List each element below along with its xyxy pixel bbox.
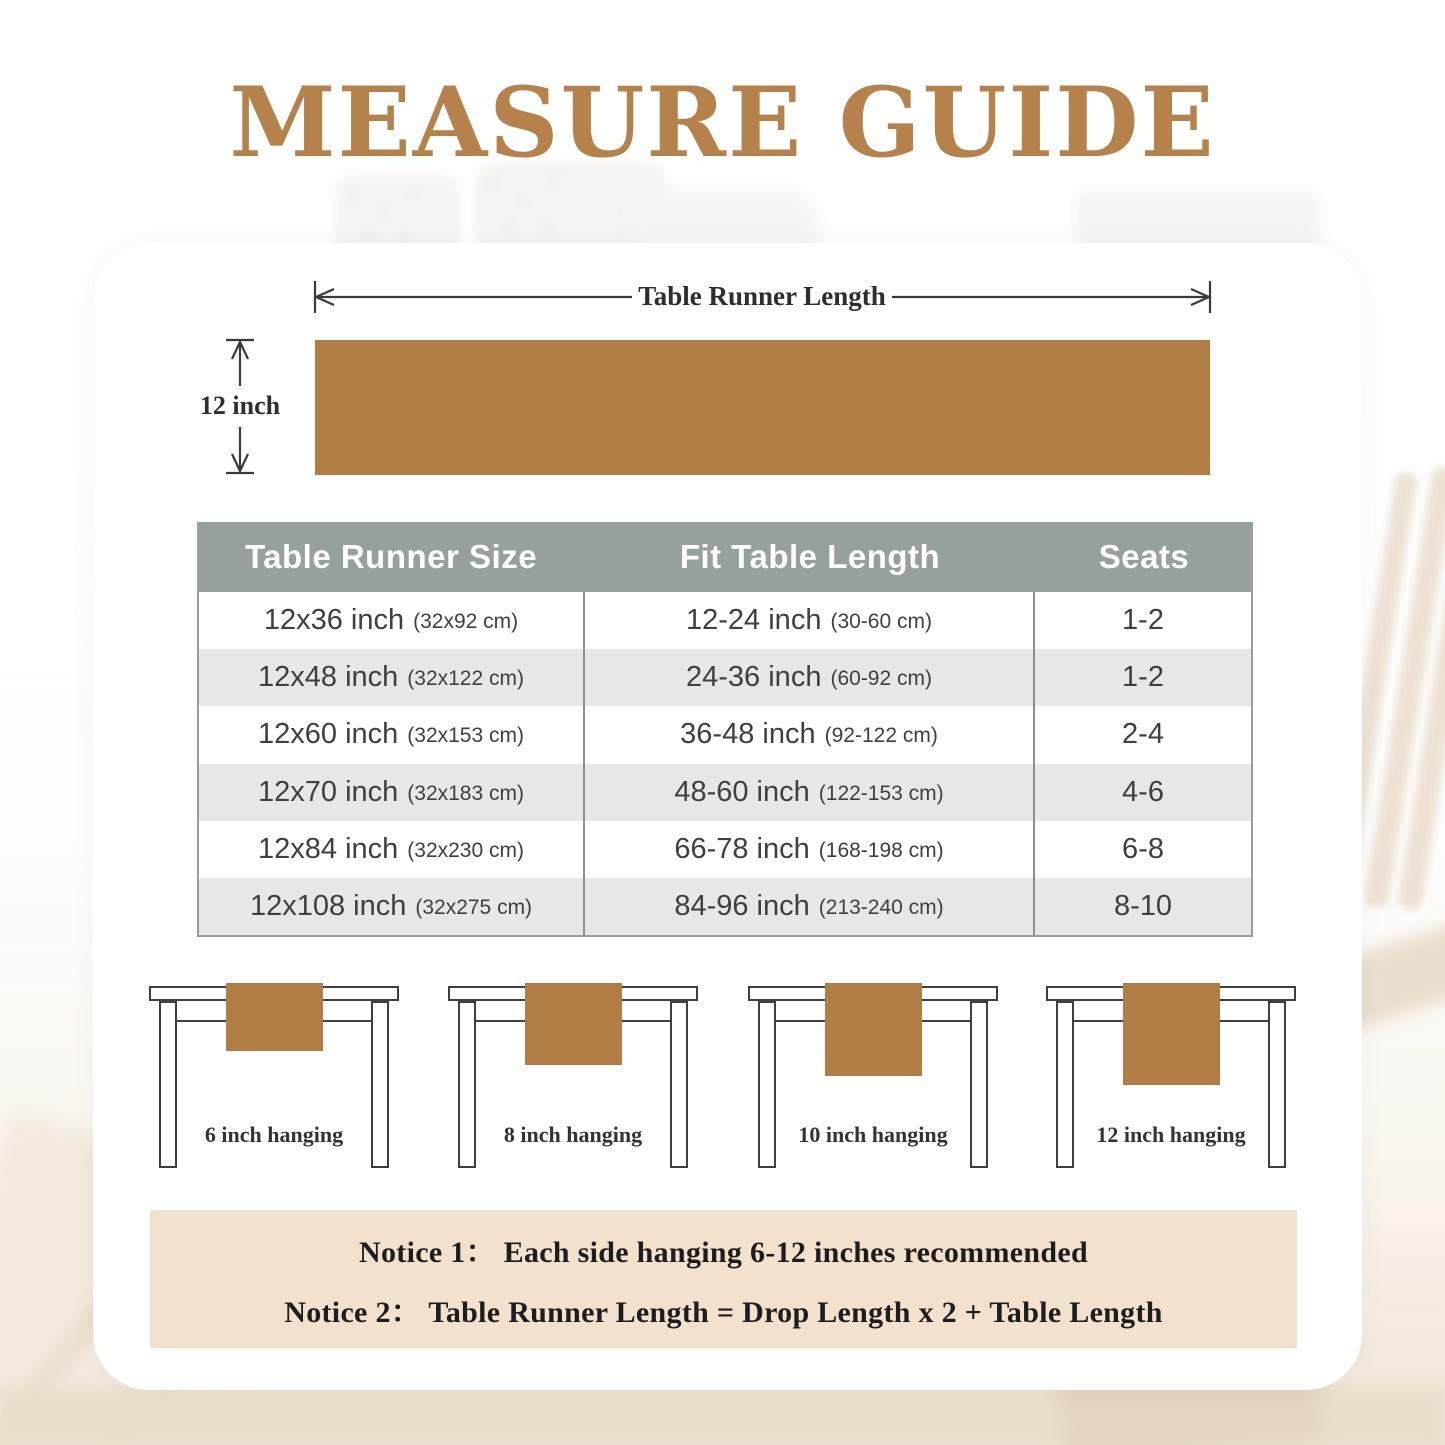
runner-size: 12x108 inch: [249, 890, 407, 923]
fit-length-cm: (122-153 cm): [818, 781, 944, 805]
table-illustration-8-inch: [448, 975, 698, 1190]
table-row: [199, 764, 1251, 821]
seats: 2-4: [1122, 718, 1164, 751]
runner-size-cm: (32x183 cm): [407, 781, 524, 805]
notice-line-1: Notice 1： Each side hanging 6-12 inches recommended: [359, 1236, 1088, 1269]
runner-size: 12x36 inch: [263, 604, 405, 637]
table-row: [199, 706, 1251, 763]
hanging-label: 8 inch hanging: [503, 1122, 643, 1147]
table-row: [199, 592, 1251, 649]
notice-line-2: Notice 2： Table Runner Length = Drop Length x 2 + Table Length: [284, 1296, 1163, 1329]
fit-length-cm: (213-240 cm): [818, 896, 944, 920]
seats: 8-10: [1113, 890, 1173, 923]
runner-size-cm: (32x230 cm): [407, 838, 524, 862]
runner-size-cm: (32x153 cm): [407, 724, 524, 748]
seats: 4-6: [1122, 775, 1164, 808]
fit-length-cm: (92-122 cm): [824, 724, 938, 748]
seats: 1-2: [1122, 661, 1164, 694]
runner-size-cm: (32x122 cm): [407, 667, 524, 691]
runner-size-cm: (32x92 cm): [413, 610, 519, 634]
table-row: [199, 821, 1251, 878]
runner-size: 12x48 inch: [258, 661, 399, 694]
fit-length: 48-60 inch: [674, 775, 810, 808]
table-illustration-10-inch: [748, 975, 998, 1190]
seats: 6-8: [1122, 832, 1164, 865]
hanging-label: 6 inch hanging: [204, 1122, 344, 1147]
fit-length-cm: (30-60 cm): [830, 610, 932, 634]
table-row: [199, 649, 1251, 706]
runner-hanging: [825, 983, 922, 1076]
column-header-fit: Fit Table Length: [679, 538, 941, 575]
column-header-size: Table Runner Size: [244, 538, 538, 575]
hanging-label: 10 inch hanging: [798, 1122, 948, 1147]
seats: 1-2: [1122, 604, 1164, 637]
runner-size-cm: (32x275 cm): [415, 896, 533, 920]
size-table-header: [197, 522, 1253, 592]
notice-box: [150, 1210, 1297, 1348]
fit-length: 12-24 inch: [686, 604, 822, 637]
runner-size: 12x84 inch: [258, 832, 399, 865]
runner-hanging: [525, 983, 622, 1065]
runner-hanging: [226, 983, 323, 1051]
size-table-body: [197, 592, 1253, 937]
runner-size: 12x70 inch: [258, 775, 399, 808]
fit-length: 36-48 inch: [680, 718, 816, 751]
table-illustration-12-inch: [1046, 975, 1296, 1190]
fit-length-cm: (60-92 cm): [830, 667, 932, 691]
hanging-label: 12 inch hanging: [1096, 1122, 1246, 1147]
width-dimension-label: 12 inch: [199, 391, 281, 420]
length-dimension-label: Table Runner Length: [638, 281, 886, 311]
page-title: MEASURE GUIDE: [229, 66, 1216, 179]
table-illustration-6-inch: [149, 975, 399, 1190]
table-row: [199, 878, 1251, 935]
fit-length-cm: (168-198 cm): [818, 838, 944, 862]
runner-size: 12x60 inch: [258, 718, 399, 751]
fit-length: 84-96 inch: [674, 890, 810, 923]
size-table: [197, 522, 1253, 937]
runner-hanging: [1123, 983, 1220, 1085]
fit-length: 24-36 inch: [686, 661, 822, 694]
column-header-seats: Seats: [1098, 538, 1190, 575]
fit-length: 66-78 inch: [674, 832, 810, 865]
